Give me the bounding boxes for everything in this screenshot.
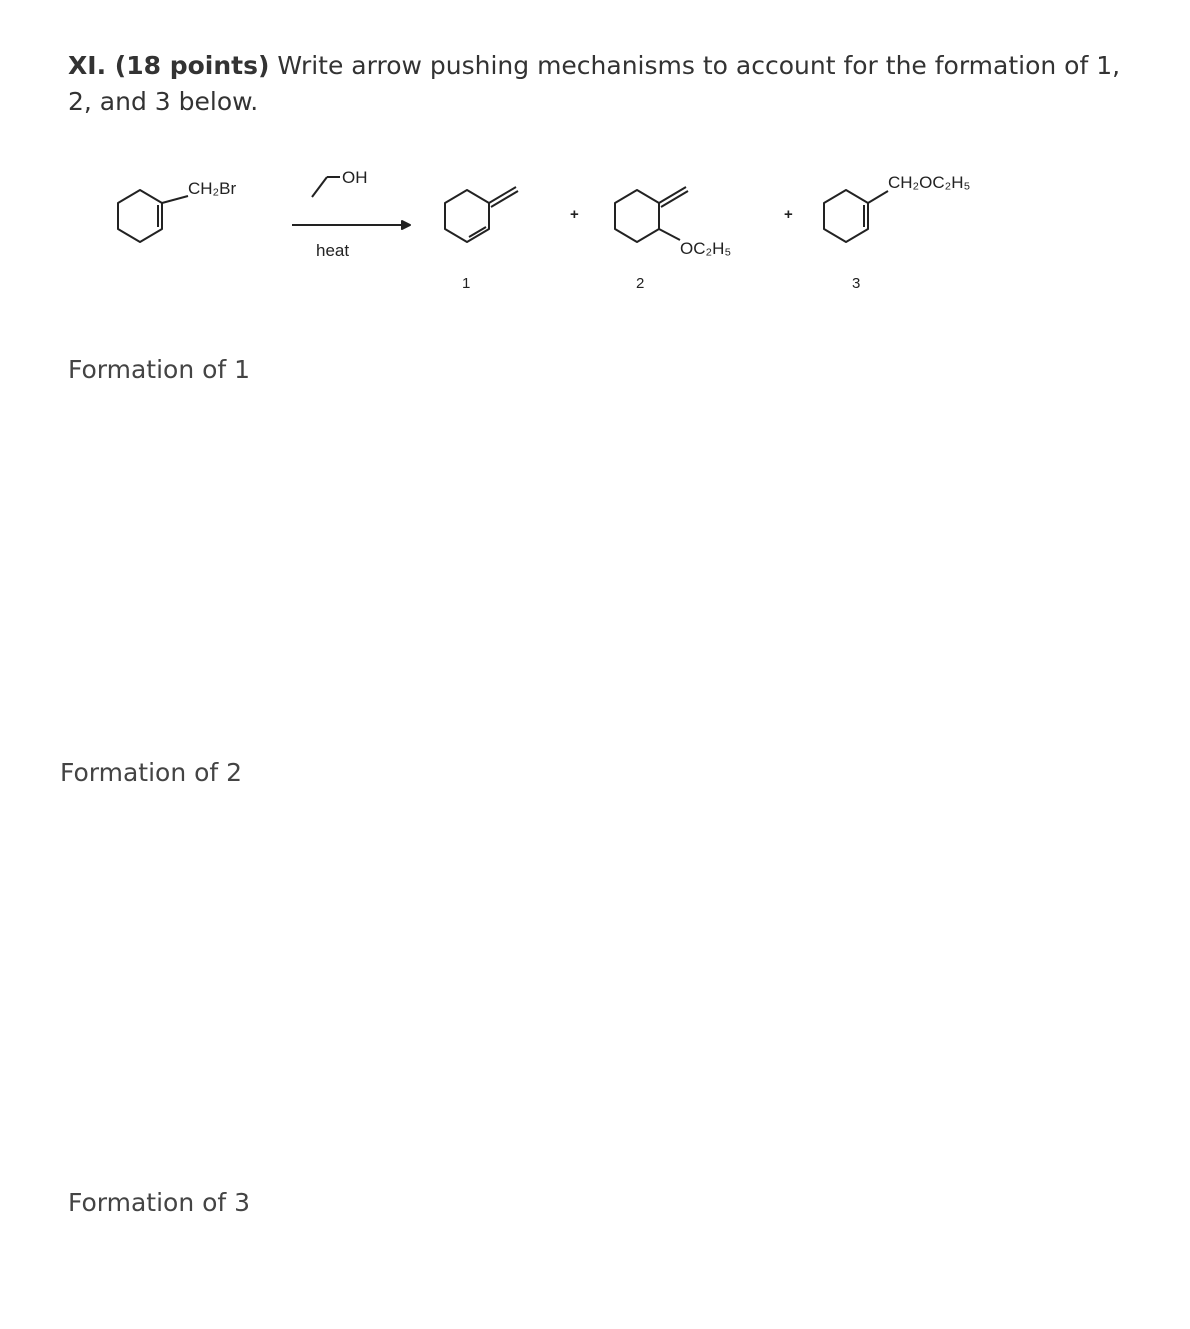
- product-3-group-label: CH₂OC₂H₅: [888, 173, 971, 192]
- reaction-scheme: [0, 150, 1190, 300]
- reactant-structure: [118, 190, 188, 242]
- product-3-structure: [824, 190, 888, 242]
- product-number-3: 3: [852, 275, 861, 292]
- formation-of-3-label: Formation of 3: [68, 1188, 251, 1217]
- product-number-2: 2: [636, 275, 645, 292]
- reagent-top-label: OH: [342, 168, 368, 187]
- reagent-bottom-label: heat: [316, 241, 350, 260]
- formation-of-2-label: Formation of 2: [60, 758, 243, 787]
- plus-sign-2: +: [784, 206, 793, 223]
- question-number: XI. (18 points): [68, 51, 270, 80]
- question-text: Write arrow pushing mechanisms to account for the formation of 1, 2, and 3 below.: [68, 51, 1121, 116]
- product-1-structure: [445, 187, 518, 242]
- product-2-structure: [615, 187, 688, 242]
- reactant-label: CH₂Br: [188, 179, 237, 198]
- formation-of-1-label: Formation of 1: [68, 355, 251, 384]
- plus-sign-1: +: [570, 206, 579, 223]
- reaction-arrow: [292, 221, 410, 229]
- product-number-1: 1: [462, 275, 471, 292]
- reagent-ethanol: [312, 177, 340, 197]
- question-prompt: [68, 48, 1128, 120]
- product-2-group-label: OC₂H₅: [680, 239, 732, 258]
